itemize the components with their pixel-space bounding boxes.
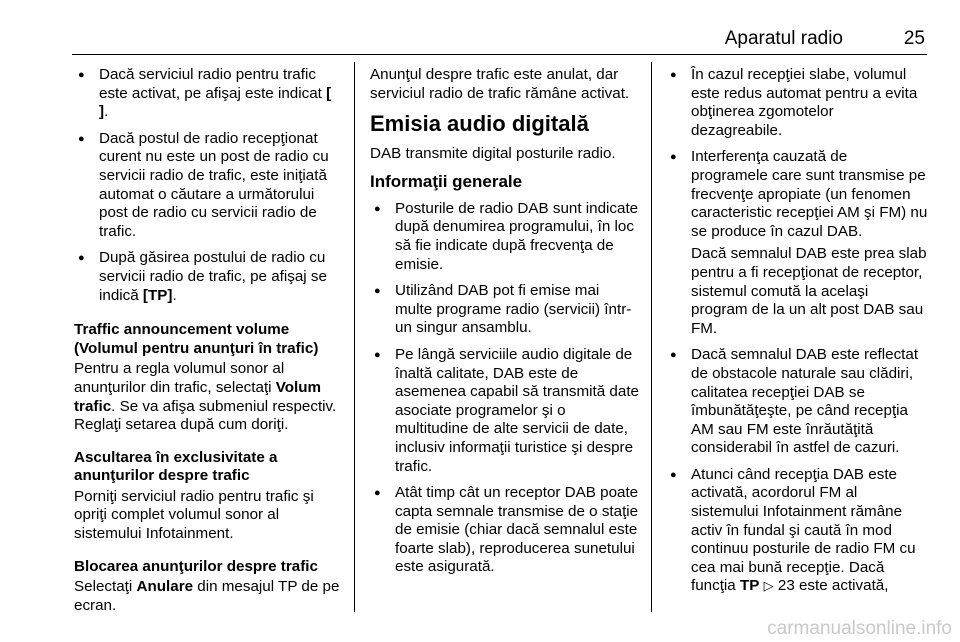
list-item: ● Atunci când recepţia DAB este activată, acordorul FM al sistemului Infotainment rămâne activ în fundal şi caută în mod continuu posturile de radio FM cu cea mai bună recepţie. Dacă funcţia TP ▷ 23 este activată, — [666, 466, 928, 596]
bullet-list — [666, 66, 928, 596]
section-title: Emisia audio digitală — [370, 111, 589, 137]
column-1 — [74, 66, 342, 629]
column-divider-2 — [651, 62, 652, 612]
section-heading: Traffic announcement volume (Volumul pentru anunţuri în trafic) — [74, 321, 319, 357]
paragraph: Selectaţi Anulare din mesajul TP de pe ecran. — [74, 578, 340, 614]
menu-option: Anulare — [136, 578, 194, 596]
display-indicator: [TP] — [142, 286, 173, 304]
function-label: TP — [739, 577, 760, 595]
paragraph: DAB transmite digital posturile radio. — [370, 145, 616, 163]
list-item: ● După găsirea postului de radio cu servicii radio de trafic, pe afişaj se indică [TP]. — [74, 249, 342, 305]
list-item: ● Dacă serviciul radio pentru trafic este activat, pe afişaj este indicat [ ]. — [74, 66, 342, 122]
list-item: ● Pe lângă serviciile audio digitale de înaltă calitate, DAB este de asemenea capabil să transmită date asociate programelor şi o multitudine de alte servicii de date, inclusiv informaţii turistice şi despre trafic. — [370, 346, 640, 476]
column-2 — [370, 66, 640, 585]
column-3 — [666, 66, 928, 604]
paragraph: Porniţi serviciul radio pentru trafic şi opriţi complet volumul sonor al sistemului Infotainment. — [74, 487, 314, 543]
list-item: ● Interferenţa cauzată de programele care sunt transmise pe frecvenţe apropiate (un fenomen caracteristic recepţiei AM şi FM) nu se produce în cazul DAB. Dacă semnalul DAB este prea slab pentru a fi recepţionat de receptor, sistemul comută la acelaşi program de la un alt post DAB sau FM. — [666, 148, 928, 338]
list-item: ● Dacă postul de radio recepţionat curent nu este un post de radio cu servicii radio de trafic, este iniţiată automat o căutare a următorului post de radio cu servicii radio de trafic. — [74, 130, 342, 242]
list-item: ● În cazul recepţiei slabe, volumul este redus automat pentru a evita obţinerea zgomotelor dezagreabile. — [666, 66, 928, 140]
page-number: 25 — [903, 28, 925, 49]
bullet-list — [370, 200, 640, 577]
header-divider — [72, 54, 927, 55]
watermark: carmanualsonline.info — [767, 618, 952, 639]
page-reference-arrow-icon: ▷ — [763, 578, 774, 594]
list-item: ● Utilizând DAB pot fi emise mai multe programe radio (servicii) într-un singur ansamblu. — [370, 282, 640, 338]
display-indicator: [ ] — [99, 84, 332, 121]
paragraph: Pentru a regla volumul sonor al anunţurilor din trafic, selectaţi Volum trafic. Se va afişa submeniul respectiv. Reglaţi setarea după cum doriţi. — [74, 360, 337, 434]
column-divider-1 — [354, 62, 355, 612]
list-item: ● Posturile de radio DAB sunt indicate după denumirea programului, în loc să fie indicate după frecvenţa de emisie. — [370, 200, 640, 274]
list-item: ● Dacă semnalul DAB este reflectat de obstacole naturale sau clădiri, calitatea recepţiei DAB se îmbunătăţeşte, pe când recepţia AM sau FM este înrăutăţită considerabil în astfel de cazuri. — [666, 346, 928, 458]
page-title: Aparatul radio — [724, 28, 843, 49]
section-heading: Ascultarea în exclusivitate a anunţurilor despre trafic — [74, 448, 278, 485]
section-subtitle: Informaţii generale — [370, 171, 523, 191]
list-item: ● Atât timp cât un receptor DAB poate capta semnale transmise de o staţie de emisie (chiar dacă semnalul este foarte slab), reproducerea sunetului este asigurată. — [370, 484, 640, 577]
sub-paragraph: Dacă semnalul DAB este prea slab pentru a fi recepţionat de receptor, sistemul comută la acelaşi program de la un alt post DAB sau FM. — [691, 245, 927, 337]
bullet-list — [74, 66, 342, 305]
section-heading: Blocarea anunţurilor despre trafic — [74, 557, 318, 575]
menu-option: Volum trafic — [74, 378, 322, 415]
paragraph: Anunţul despre trafic este anulat, dar serviciul radio de trafic rămâne activat. — [370, 66, 630, 102]
page-header — [72, 24, 927, 54]
